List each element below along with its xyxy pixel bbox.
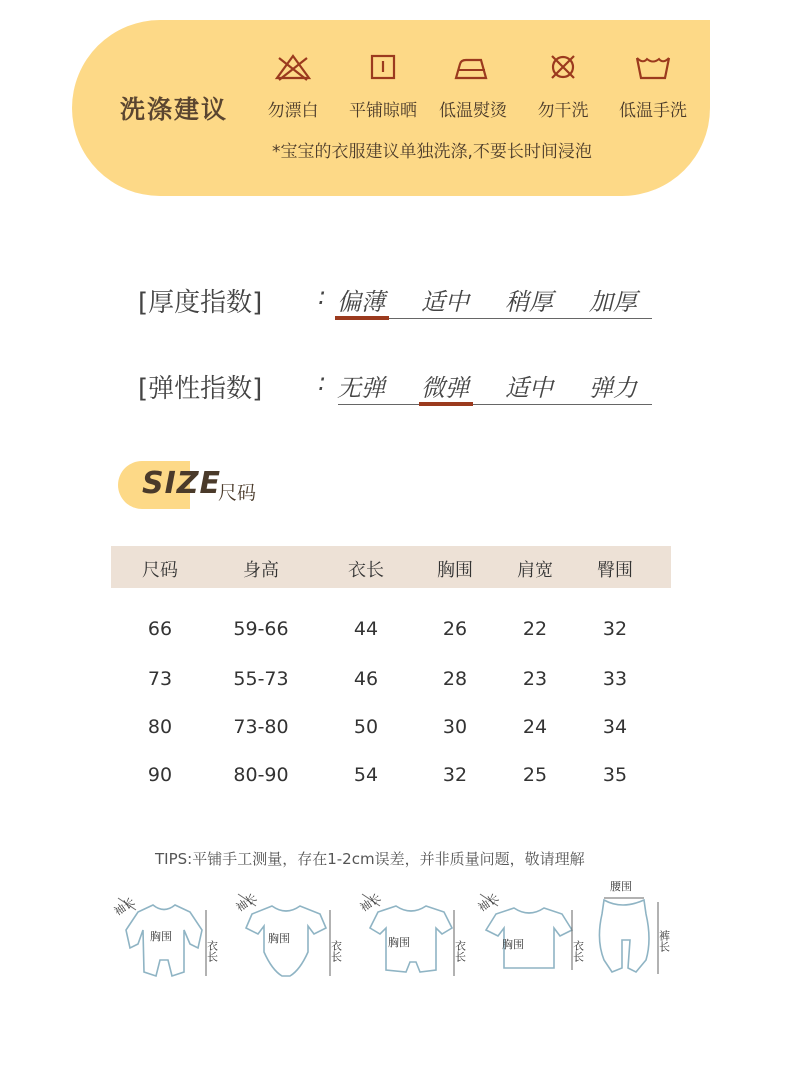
length-label: 裤长 [657, 930, 671, 952]
table-cell: 73-80 [233, 716, 289, 738]
index-line [338, 404, 652, 405]
table-cell: 54 [353, 764, 379, 786]
table-cell: 24 [522, 716, 548, 738]
table-row [111, 764, 671, 812]
elasticity-label: [弹性指数] [138, 374, 263, 404]
washing-label: 勿干洗 [537, 101, 589, 121]
elasticity-selected-marker [419, 402, 473, 406]
thickness-option: 适中 [421, 288, 469, 316]
table-cell: 28 [442, 668, 468, 690]
length-label: 衣长 [205, 940, 219, 962]
thickness-option: 稍厚 [505, 288, 553, 316]
table-cell: 26 [442, 618, 468, 640]
size-subtitle: 尺码 [218, 482, 257, 504]
elasticity-index [138, 368, 658, 412]
sleeve-label: 袖长 [357, 891, 384, 915]
table-cell: 55-73 [233, 668, 289, 690]
sleeve-label: 袖长 [233, 891, 260, 915]
diagram-bodysuit [232, 880, 352, 990]
no-dry-clean-icon [543, 52, 583, 84]
column-header: 衣长 [348, 560, 384, 581]
table-cell: 73 [147, 668, 173, 690]
thickness-option: 加厚 [589, 288, 637, 316]
size-table [111, 546, 671, 812]
table-cell: 25 [522, 764, 548, 786]
table-cell: 22 [522, 618, 548, 640]
column-header: 尺码 [142, 560, 178, 581]
table-cell: 90 [147, 764, 173, 786]
sleeve-label: 袖长 [475, 891, 502, 915]
column-header: 身高 [243, 560, 279, 581]
table-row [111, 668, 671, 716]
thickness-index [138, 282, 658, 326]
diagram-pants [592, 880, 692, 990]
table-cell: 80-90 [233, 764, 289, 786]
washing-card [72, 20, 710, 196]
table-cell: 30 [442, 716, 468, 738]
thickness-label: [厚度指数] [138, 288, 263, 318]
diagram-romper-long-sleeve [108, 880, 228, 990]
length-label: 衣长 [571, 940, 585, 962]
diagram-tshirt [472, 880, 592, 990]
measurement-tips: TIPS:平铺手工测量，存在1-2cm误差，并非质量问题，敬请理解 [155, 850, 585, 868]
column-header: 臀围 [597, 560, 633, 581]
washing-labels [248, 96, 708, 120]
size-title: SIZE [142, 466, 222, 501]
thickness-option: 偏薄 [337, 288, 385, 316]
washing-note: *宝宝的衣服建议单独洗涤,不要长时间浸泡 [272, 142, 592, 162]
table-cell: 59-66 [233, 618, 289, 640]
table-cell: 66 [147, 618, 173, 640]
flat-dry-icon [363, 52, 403, 84]
table-cell: 32 [602, 618, 628, 640]
index-colon: : [318, 368, 327, 396]
table-cell: 44 [353, 618, 379, 640]
table-row [111, 716, 671, 764]
elasticity-option: 无弹 [337, 374, 385, 402]
elasticity-option: 弹力 [589, 374, 637, 402]
washing-icons [248, 52, 708, 92]
elasticity-option: 微弹 [421, 374, 469, 402]
table-cell: 32 [442, 764, 468, 786]
washing-label: 低温手洗 [619, 101, 687, 121]
index-colon: : [318, 282, 327, 310]
sleeve-label: 袖长 [111, 895, 138, 919]
no-bleach-icon [273, 52, 313, 84]
chest-label: 胸围 [268, 932, 290, 945]
table-cell: 23 [522, 668, 548, 690]
hand-wash-icon [633, 52, 673, 84]
chest-label: 胸围 [150, 930, 172, 943]
washing-title: 洗涤建议 [120, 95, 229, 124]
thickness-selected-marker [335, 316, 389, 320]
washing-label: 平铺晾晒 [349, 101, 417, 121]
low-iron-icon [453, 52, 493, 84]
table-cell: 50 [353, 716, 379, 738]
size-table-header [111, 546, 671, 588]
table-cell: 35 [602, 764, 628, 786]
length-label: 衣长 [329, 940, 343, 962]
column-header: 肩宽 [517, 560, 553, 581]
diagram-romper-short [356, 880, 476, 990]
length-label: 衣长 [453, 940, 467, 962]
washing-label: 勿漂白 [267, 101, 319, 121]
column-header: 胸围 [437, 560, 473, 581]
chest-label: 胸围 [388, 936, 410, 949]
table-row [111, 618, 671, 666]
table-cell: 80 [147, 716, 173, 738]
washing-label: 低温熨烫 [439, 101, 507, 121]
chest-label: 胸围 [502, 938, 524, 951]
table-cell: 34 [602, 716, 628, 738]
elasticity-option: 适中 [505, 374, 553, 402]
table-cell: 46 [353, 668, 379, 690]
table-cell: 33 [602, 668, 628, 690]
waist-label: 腰围 [610, 880, 632, 893]
